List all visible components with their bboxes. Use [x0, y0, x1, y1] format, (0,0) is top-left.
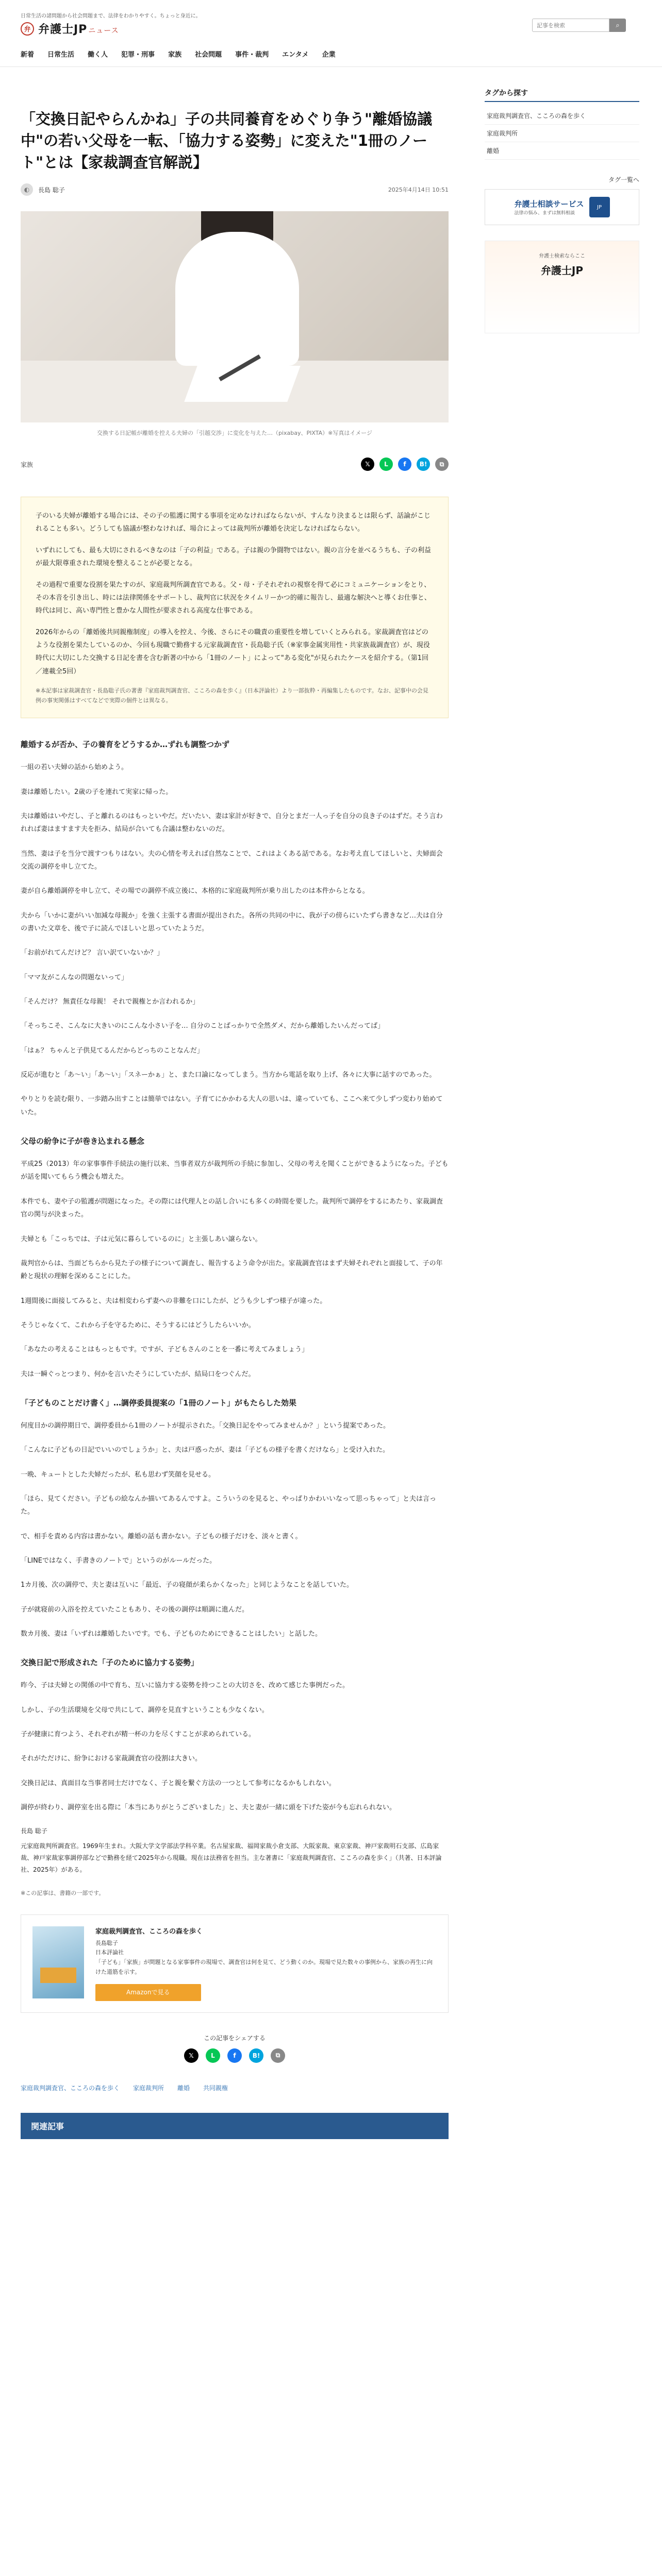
author-bio: [21, 1825, 449, 1899]
body-paragraph: 夫は離婚はいやだし、子と離れるのはもっといやだ。だいたい、妻は家計が好きで、自分とまだ一人っ子を自分の良き子のはずだ。そう言われれば妻はますます夫を拒み、結局が合いても合議は整わないのだ。: [21, 812, 443, 834]
body-paragraph: 1週間後に面接してみると、夫は相変わらず妻への非難を口にしたが、どうも少しずつ様子が違った。: [21, 1297, 327, 1305]
buy-button[interactable]: Amazonで見る: [95, 1984, 201, 2001]
nav-item[interactable]: 新着: [21, 51, 35, 59]
body-paragraph: 「こんなに子どもの日記でいいのでしょうか」と、夫は戸惑ったが、妻は「子どもの様子を書くだけなら」と受け入れた。: [21, 1446, 390, 1454]
author-name: 長島 聡子: [38, 186, 65, 194]
search-input[interactable]: [532, 19, 609, 32]
link-copy-icon[interactable]: ⧉: [435, 457, 449, 471]
author-avatar: ◐: [21, 183, 33, 196]
sidebar-tag-item[interactable]: 家庭裁判所: [485, 125, 639, 142]
summary-paragraph: いずれにしても、最も大切にされるべきなのは「子の利益」である。子は親の争闘物ではない。親の言分を並べるうちも、子の利益が最大限尊重された環境を整えることが必要となる。: [36, 546, 432, 568]
category-share-row: [21, 457, 449, 471]
nav-item[interactable]: 事件・裁判: [235, 51, 269, 59]
promo-subtitle: 弁護士検索ならここ: [539, 253, 585, 259]
body-paragraph: 何度目かの調停期日で、調停委員から1冊のノートが提示された。「交換日記をやってみませんか？」という提案であった。: [21, 1421, 390, 1430]
nav-item[interactable]: エンタメ: [282, 51, 309, 59]
body-paragraph: 「あなたの考えることはもっともです。ですが、子どもさんのことを一番に考えてみましょう」: [21, 1346, 308, 1354]
summary-paragraph: その過程で重要な役割を果たすのが、家庭裁判所調査官である。父・母・子それぞれの視察を得て必にコミュニケーションをとり、その本音を引き出し、時には法律関係をサポートし、裁判官に状況をタイムリーかつ的確に報告し、最適な解決へと導くお仕事と、時代は同じ、高い専門性と豊かな人間性が要求される高度な仕事である。: [36, 581, 431, 615]
body-paragraph: 「そんだけ？ 無責任な母親！ それで親権とか言われるか」: [21, 998, 200, 1006]
sidebar-ad-banner[interactable]: [485, 189, 639, 225]
facebook-share-icon[interactable]: f: [398, 457, 411, 471]
body-paragraph: 「はぁ？ ちゃんと子供見てるんだからどっちのことなんだ」: [21, 1046, 204, 1055]
tag-list-link[interactable]: タグ一覧へ: [608, 176, 639, 183]
summary-note: ※本記事は家裁調査官・長島聡子氏の著書『家庭裁判調査官、こころの森を歩く』（日本評論社）より一部抜粋・再編集したものです。なお、記事中の会見例の事実関係はすべてなどで実際の個件とは異なる。: [36, 687, 428, 704]
body-paragraph: 夫婦とも「こっちでは、子は元気に暮らしているのに」と主張しあい譲らない。: [21, 1235, 262, 1243]
search-button[interactable]: [609, 19, 626, 32]
body-paragraph: 一組の若い夫婦の話から始めよう。: [21, 764, 128, 772]
article-main: [21, 88, 449, 2139]
link-copy-icon[interactable]: ⧉: [271, 2048, 285, 2063]
sidebar-tags-title: タグから探す: [485, 88, 639, 102]
nav-item[interactable]: 日常生活: [47, 51, 75, 59]
body-paragraph: 裁判官からは、当面どちらから見た子の様子について調査し、報告するよう命令が出た。家裁調査官はまず夫婦それぞれと面接して、子の年齢と現状の理解を深めることにした。: [21, 1259, 443, 1281]
search-icon: ⌕: [616, 21, 620, 29]
logo-text: 弁護士JP: [38, 23, 88, 36]
article-meta: [21, 183, 449, 196]
tag-link[interactable]: 家庭裁判調査官、こころの森を歩く: [21, 2084, 120, 2092]
tag-link[interactable]: 家庭裁判所: [133, 2084, 164, 2092]
body-paragraph: 反応が進むと「あ～い」「あ～い」「スネーかぁ」と、また口論になってしまう。当方から電話を取り上げ、各々に大事に話すのであった。: [21, 1071, 436, 1079]
body-paragraph: で、相手を責める内容は書かない。離婚の話も書かない。子どもの様子だけを、淡々と書く。: [21, 1532, 302, 1540]
bio-text: 元家庭裁判所調査官。1969年生まれ。大阪大学文学部法学科卒業。名古屋家裁、福岡家裁小倉支部、大阪家裁、東京家裁、神戸家裁明石支部、広島家裁、神戸家裁家事調停部などで勤務を経て2025年から現職。現在は法務省を担当。主な著書に「家庭裁判調査官、こころの森を歩く」（共著、日本評論社、2025年）がある。: [21, 1842, 442, 1873]
body-paragraph: 本件でも、妻や子の監護が問題になった。その際には代理人との話し合いにも多くの時間を要した。裁判所で調停をするにあたり、家裁調査官の関与が決まった。: [21, 1197, 443, 1219]
tag-link[interactable]: 共同親権: [203, 2084, 228, 2092]
body-paragraph: 「ママ友がこんなの問題ないって」: [21, 973, 128, 981]
body-paragraph: しかし、子の生活環境を父母で共にして、調停を見直すということも少なくない。: [21, 1706, 269, 1714]
body-paragraph: 交換日記は、真面目な当事者同士だけでなく、子と親を繋ぐ方法の一つとして参考になるかもしれない。: [21, 1779, 336, 1787]
body-paragraph: 調停が終わり、調停室を出る際に「本当にありがとうございました」と、夫と妻が一緒に頭を下げた姿が今も忘れられない。: [21, 1804, 396, 1812]
body-paragraph: そうじゃなくて、これから子を守るために、そうするにはどうしたらいいか。: [21, 1321, 255, 1329]
body-paragraph: 「お前がれてんだけど？ 言い訳ていないか？」: [21, 949, 164, 957]
footnote: ※この記事は、書籍の一部です。: [21, 1889, 105, 1896]
site-tagline: 日常生活の諸問題から社会問題まで、法律をわかりやすく。ちょっと身近に。: [21, 13, 201, 19]
section-heading: 父母の紛争に子が巻き込まれる懸念: [21, 1137, 145, 1146]
sidebar-tag-item[interactable]: 離婚: [485, 142, 639, 160]
body-paragraph: 「LINEではなく、手書きのノートで」というのがルールだった。: [21, 1556, 217, 1565]
ad-title: 弁護士相談サービス: [514, 199, 584, 209]
logo-suffix: ニュース: [88, 27, 119, 35]
ad-logo-icon: JP: [589, 197, 610, 217]
book-description: 「子ども」「家族」が問題となる家事事件の現場で、調査官は何を見て、どう動くのか。現場で見た数々の事例から、家族の再生に向けた道筋を示す。: [95, 1958, 433, 1975]
body-paragraph: それがただけに、紛争における家裁調査官の役割は大きい。: [21, 1755, 202, 1763]
body-paragraph: 昨今、子は夫婦との関係の中で育ち、互いに協力する姿勢を持つことの大切さを、改めて感じた事例だった。: [21, 1682, 350, 1690]
share-icons: [361, 457, 449, 471]
body-paragraph: 夫は一瞬ぐっとつまり、何かを言いたそうにしていたが、結局口をつぐんだ。: [21, 1370, 255, 1378]
body-paragraph: 数カ月後、妻は「いずれは離婚したいです。でも、子どものためにできることはしたい」と話した。: [21, 1630, 322, 1638]
line-share-icon[interactable]: L: [379, 457, 393, 471]
body-paragraph: 1カ月後、次の調停で、夫と妻は互いに「最近、子の寝顔が柔らかくなった」と同じようなことを話していた。: [21, 1581, 354, 1589]
body-paragraph: 平成25（2013）年の家事事件手続法の施行以来、当事者双方が裁判所の手続に参加し、父母の考えを聞くことができるようになった。子どもが話を聞いてもらう機会も増えた。: [21, 1160, 449, 1181]
book-publisher: 日本評論社: [95, 1949, 124, 1956]
book-card[interactable]: [21, 1914, 449, 2013]
hatena-share-icon[interactable]: B!: [249, 2048, 263, 2063]
book-title: 家庭裁判調査官、こころの森を歩く: [95, 1927, 203, 1936]
related-articles-heading: 関連記事: [21, 2113, 449, 2139]
nav-item[interactable]: 社会問題: [195, 51, 222, 59]
sidebar-promo-banner[interactable]: [485, 241, 639, 333]
article-title: 「交換日記やらんかね」子の共同養育をめぐり争う"離婚協議中"の若い父母を一転、「協力する姿勢」に変えた"1冊のノート"とは【家裁調査官解説】: [21, 110, 433, 172]
facebook-share-icon[interactable]: f: [227, 2048, 242, 2063]
article-tags: [21, 2083, 449, 2092]
body-paragraph: 一晩、キュートとした夫婦だったが、私も思わず笑顔を見せる。: [21, 1470, 216, 1479]
body-paragraph: 子が就寝前の入浴を控えていたこともあり、その後の調停は順調に進んだ。: [21, 1605, 249, 1614]
summary-paragraph: 2026年からの「離婚後共同親権制度」の導入を控え、今後、さらにその職責の重要性を増していくとみられる。家裁調査官はどのような役割を果たしているのか、今回も現職で勤務する元家裁調査官・長島聡子氏（※家事金属実用性・共家族裁調査官）が、現役時代に大切にした交換する日記を書を含む新著の中から「1冊のノート」によって"ある変化"が見られたケースを紹介する。（第1回／連載全5回）: [36, 628, 430, 675]
search-form: [532, 19, 626, 32]
body-paragraph: 妻が自ら離婚調停を申し立て、その場での調停不成立後に、本格的に家庭裁判所が乗り出したのは本件からとなる。: [21, 887, 369, 895]
x-share-icon[interactable]: 𝕏: [184, 2048, 198, 2063]
sidebar-tag-item[interactable]: 家庭裁判調査官、こころの森を歩く: [485, 107, 639, 125]
body-paragraph: 子が健康に育つよう、それぞれが精一杯の力を尽くすことが求められている。: [21, 1731, 256, 1739]
article-body: [21, 739, 449, 1814]
section-heading: 「子どものことだけ書く」…調停委員提案の「1冊のノート」がもたらした効果: [21, 1398, 296, 1408]
summary-box: [21, 497, 449, 718]
x-share-icon[interactable]: 𝕏: [361, 457, 374, 471]
share-section: [21, 2033, 449, 2063]
hatena-share-icon[interactable]: B!: [417, 457, 430, 471]
line-share-icon[interactable]: L: [206, 2048, 220, 2063]
body-paragraph: 当然、妻は子を当分で渡すつもりはない。夫の心情を考えれば自然なことで、これはよくある話である。なお考え直してほしいと、夫婦面会交流の調停を申し立てた。: [21, 850, 443, 871]
body-paragraph: 妻は離婚したい。2歳の子を連れて実家に帰った。: [21, 788, 173, 796]
tag-link[interactable]: 離婚: [177, 2084, 190, 2092]
body-paragraph: 「そっちこそ、こんなに大きいのにこんな小さい子を… 自分のことばっかりで全然ダメ、だから離婚したいんだってば」: [21, 1022, 385, 1030]
book-author: 長島聡子: [95, 1939, 118, 1946]
body-paragraph: 「ほら、見てください。子どもの絵なんか描いてあるんですよ。こういうのを見ると、やっぱりかわいいなって思っちゃって」と夫は言った。: [21, 1495, 437, 1516]
body-paragraph: やりとりを読む限り、一歩踏み出すことは簡単ではない。子育てにかかわる大人の思いは、違っていても、ここへ来て少しずつ変わり始めていた。: [21, 1095, 443, 1116]
publish-date: 2025年4月14日 10:51: [388, 187, 449, 194]
site-logo[interactable]: [21, 21, 119, 37]
sidebar: [485, 88, 639, 333]
nav-item[interactable]: 働く人: [88, 51, 108, 59]
section-heading: 離婚するが否か、子の養育をどうするか…ずれも調整つかず: [21, 740, 230, 750]
nav-item[interactable]: 犯罪・刑事: [121, 51, 155, 59]
hero-image: [21, 211, 449, 422]
bio-name: 長島 聡子: [21, 1827, 47, 1835]
author[interactable]: [21, 183, 65, 196]
nav-item[interactable]: 企業: [322, 51, 336, 59]
body-paragraph: 夫から「いかに妻がいい加減な母親か」を強く主張する書面が提出された。各所の共同の中に、我が子の傍らにいたずら書きなど…夫は自分の書いた文章を、後で子に読んでほしいと思っていたようだ。: [21, 911, 443, 933]
summary-paragraph: 子のいる夫婦が離婚する場合には、その子の監護に関する事項を定めなければならないが、すんなり決まるとは限らず、話論がこじれることも多い。どうしても協議が整わなければ、場合によっては裁判所が離婚を決定しなければならない。: [36, 512, 431, 533]
global-nav: [0, 41, 662, 67]
share-label: この記事をシェアする: [204, 2034, 266, 2042]
ad-subtitle: 法律の悩み、まずは無料相談: [514, 211, 575, 216]
logo-mark-icon: 弁: [21, 22, 34, 36]
section-heading: 交換日記で形成された「子のために協力する姿勢」: [21, 1658, 199, 1668]
category-label[interactable]: 家族: [21, 461, 34, 468]
nav-item[interactable]: 家族: [168, 51, 182, 59]
promo-brand: 弁護士JP: [540, 264, 584, 277]
hero-caption: 交換する日記帳が離婚を控える夫婦の「引越交渉」に変化を与えた…（pixabay、PIXTA）※写真はイメージ: [96, 430, 372, 437]
book-cover-image: [32, 1926, 84, 1998]
site-header: [0, 0, 662, 41]
